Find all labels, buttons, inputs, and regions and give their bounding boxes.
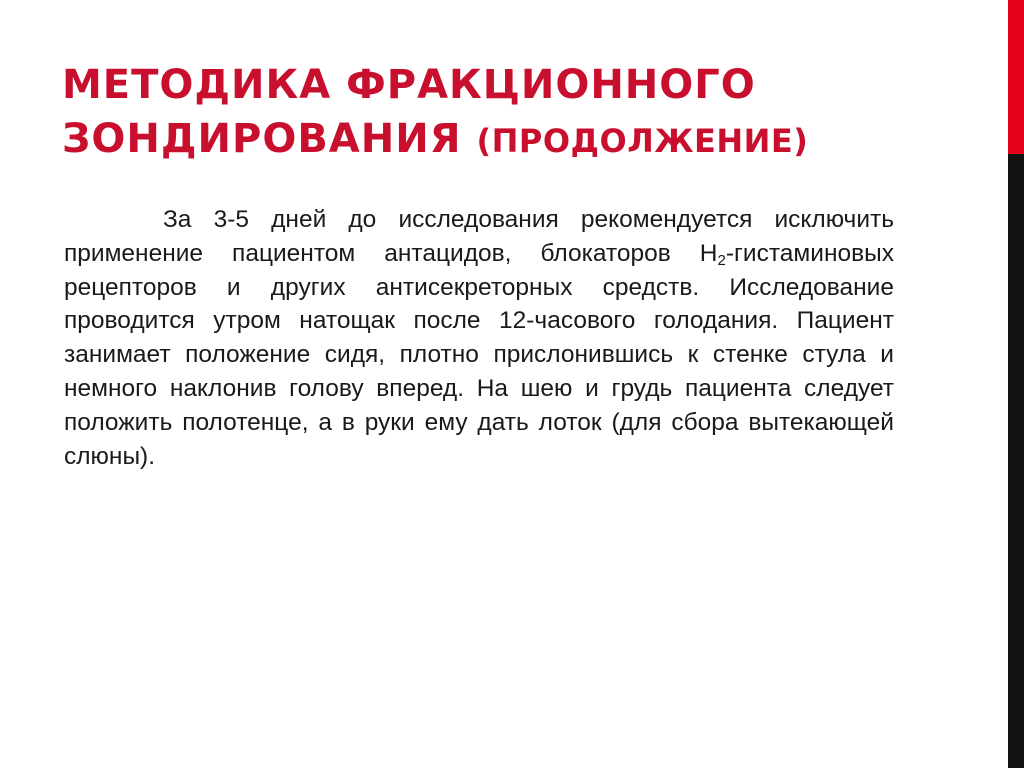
slide-title bbox=[62, 58, 962, 168]
accent-bar-black bbox=[1008, 154, 1024, 768]
body-paragraph bbox=[64, 203, 894, 473]
body-subscript: 2 bbox=[717, 251, 726, 269]
title-line-2: ЗОНДИРОВАНИЯ bbox=[62, 116, 462, 162]
body-text-part-1: За 3-5 дней до исследования рекомендуется исключить применение пациентом антацидов, блокаторов Н bbox=[64, 206, 894, 267]
title-suffix: (ПРОДОЛЖЕНИЕ) bbox=[476, 122, 809, 160]
title-line-1: МЕТОДИКА ФРАКЦИОННОГО bbox=[62, 62, 756, 108]
accent-bar-red bbox=[1008, 0, 1024, 154]
body-text-part-2: -гистаминовых рецепторов и других антисекреторных средств. Исследование проводится утром натощак после 12-часового голодания. Пациент занимает положение сидя, плотно прислонившись к стенке стула и немного наклонив голову вперед. На шею и грудь пациента следует положить полотенце, а в руки ему дать лоток (для сбора вытекающей слюны). bbox=[64, 239, 894, 470]
